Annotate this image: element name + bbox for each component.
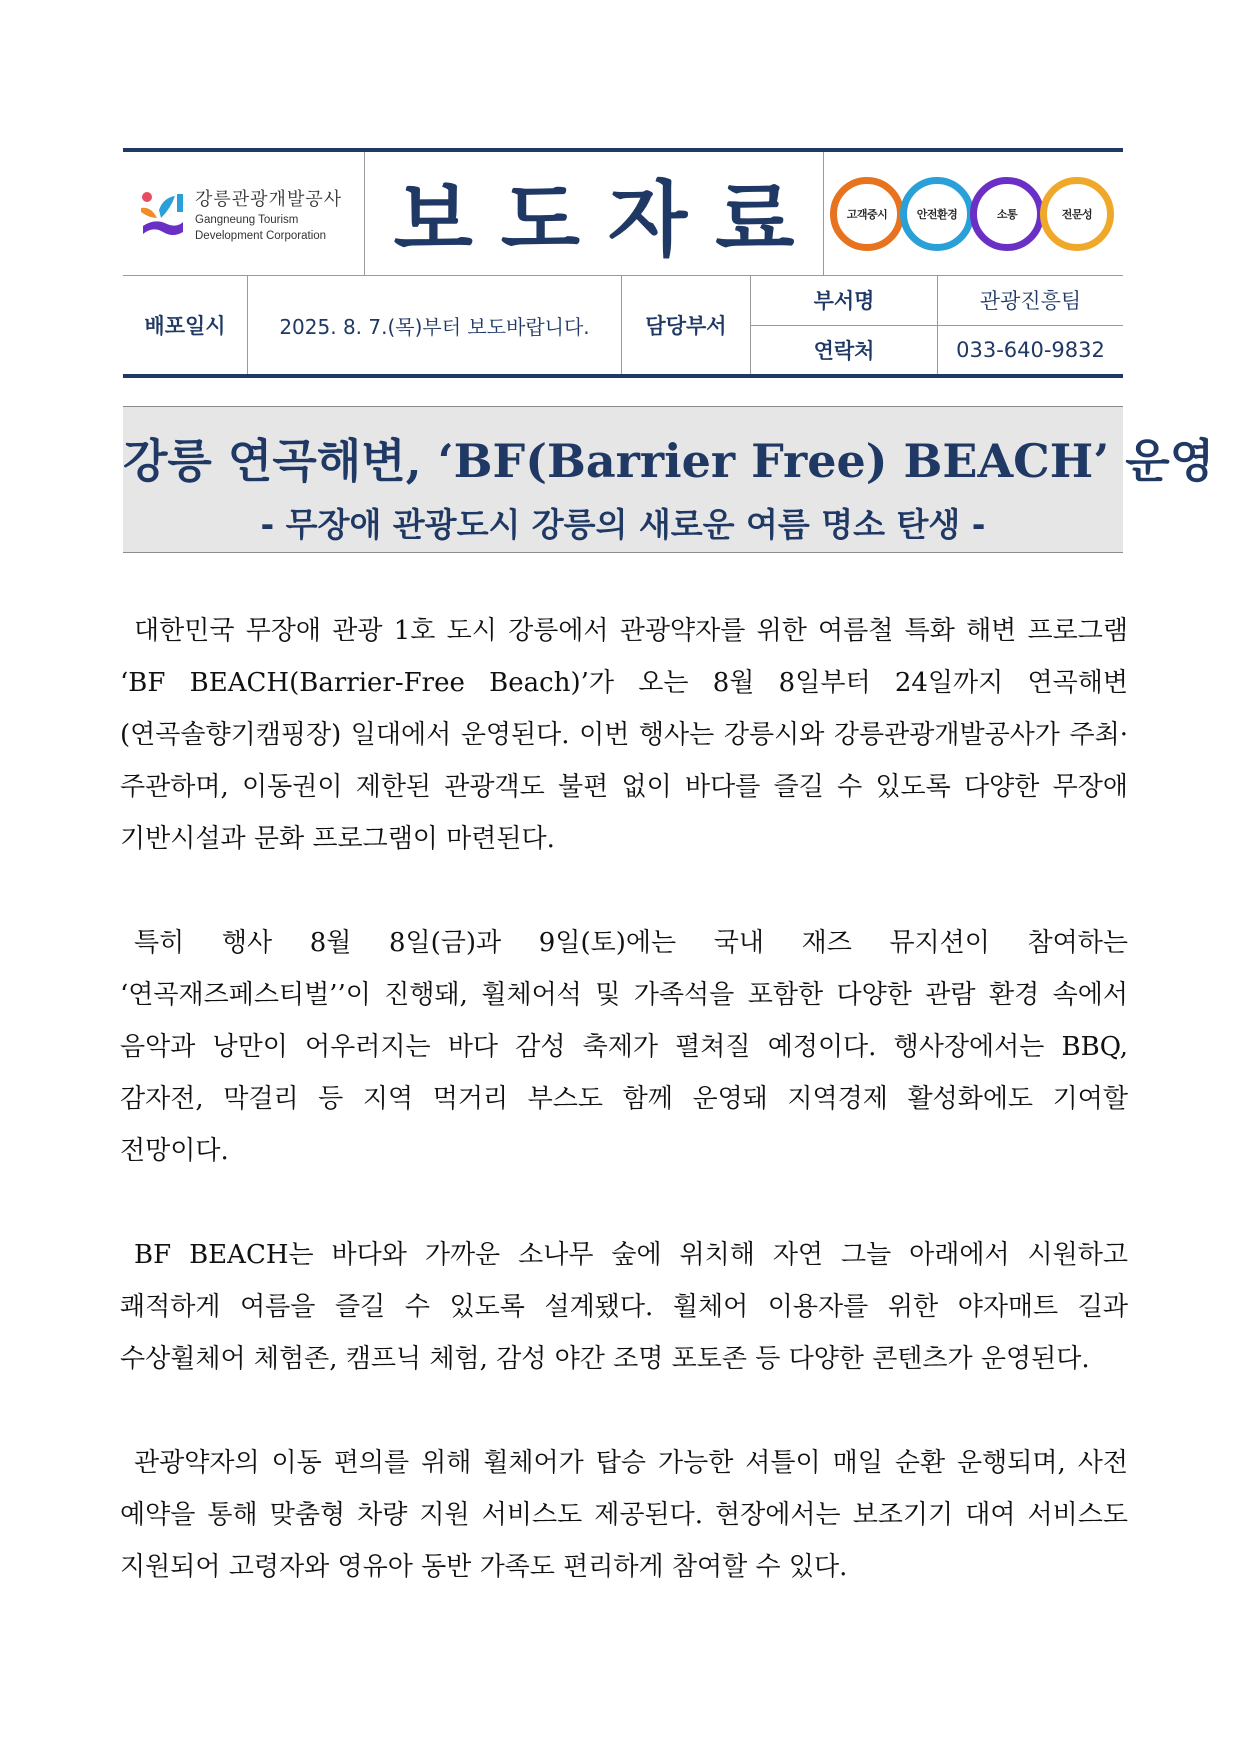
core-values xyxy=(824,152,1123,275)
value-label: 전문성 xyxy=(1061,207,1093,221)
value-ring-expertise xyxy=(1040,177,1114,251)
org-name-ko: 강릉관광개발공사 xyxy=(195,188,343,210)
paragraph: BF BEACH는 바다와 가까운 소나무 숲에 위치해 자연 그늘 아래에서 시원하고 쾌적하게 여름을 즐길 수 있도록 설계됐다. 휠체어 이용자를 위한 야자매트 길과 수상휠체어 체험존, 캠프닉 체험, 감성 야간 조명 포토존 등 다양한 콘텐츠가 운영된다. xyxy=(120,1240,1128,1374)
value-ring-communication xyxy=(970,177,1044,251)
release-date-label: 배포일시 xyxy=(123,276,248,374)
org-logo-icon xyxy=(137,188,185,240)
paragraph: 특히 행사 8월 8일(금)과 9일(토)에는 국내 재즈 뮤지션이 참여하는 ‘연곡재즈페스티벌’’이 진행돼, 휠체어석 및 가족석을 포함한 다양한 관람 환경 속에서 음악과 낭만이 어우러지는 바다 감성 축제가 펼쳐질 예정이다. 행사장에서는 BBQ, 감자전, 막걸리 등 지역 먹거리 부스도 함께 운영돼 지역경제 활성화에도 기여할 전망이다. xyxy=(120,928,1128,1166)
value-ring-customer xyxy=(830,177,904,251)
value-ring-safety xyxy=(900,177,974,251)
header-row-title xyxy=(123,152,1123,276)
paragraph: 관광약자의 이동 편의를 위해 휠체어가 탑승 가능한 셔틀이 매일 순환 운행되며, 사전 예약을 통해 맞춤형 차량 지원 서비스도 제공된다. 현장에서는 보조기기 대여 서비스도 지원되어 고령자와 영유아 동반 가족도 편리하게 참여할 수 있다. xyxy=(120,1448,1128,1582)
article-body xyxy=(120,605,1128,1645)
press-release-header xyxy=(123,148,1123,378)
subheadline: - 무장애 관광도시 강릉의 새로운 여름 명소 탄생 - xyxy=(260,505,986,544)
value-label: 안전환경 xyxy=(916,207,958,221)
org-logo xyxy=(123,152,365,275)
dept-name-label: 부서명 xyxy=(751,276,938,325)
headline: 강릉 연곡해변, ‘BF(Barrier Free) BEACH’ 운영 xyxy=(123,434,1215,488)
contact-label: 연락처 xyxy=(751,326,938,375)
dept-label: 담당부서 xyxy=(622,276,751,374)
org-name-en-line1: Gangneung Tourism xyxy=(195,213,299,226)
doc-title: 보도자료 xyxy=(393,173,823,268)
doc-title-cell xyxy=(365,152,824,275)
release-date: 2025. 8. 7.(목)부터 보도바랍니다. xyxy=(248,276,622,374)
release-info-row xyxy=(123,276,1123,378)
org-name-en-line2: Development Corporation xyxy=(195,229,327,242)
value-label: 고객중시 xyxy=(846,207,888,221)
dept-info-grid xyxy=(751,276,1123,374)
value-label: 소통 xyxy=(996,207,1018,221)
headline-box xyxy=(123,406,1215,553)
contact-phone: 033-640-9832 xyxy=(956,337,1105,362)
paragraph: 대한민국 무장애 관광 1호 도시 강릉에서 관광약자를 위한 여름철 특화 해변 프로그램 ‘BF BEACH(Barrier-Free Beach)’가 오는 8월 8일부터 24일까지 연곡해변(연곡솔향기캠핑장) 일대에서 운영된다. 이번 행사는 강릉시와 강릉관광개발공사가 주최·주관하며, 이동권이 제한된 관광객도 불편 없이 바다를 즐길 수 있도록 다양한 무장애 기반시설과 문화 프로그램이 마련된다. xyxy=(120,616,1128,854)
dept-name: 관광진흥팀 xyxy=(979,289,1082,314)
